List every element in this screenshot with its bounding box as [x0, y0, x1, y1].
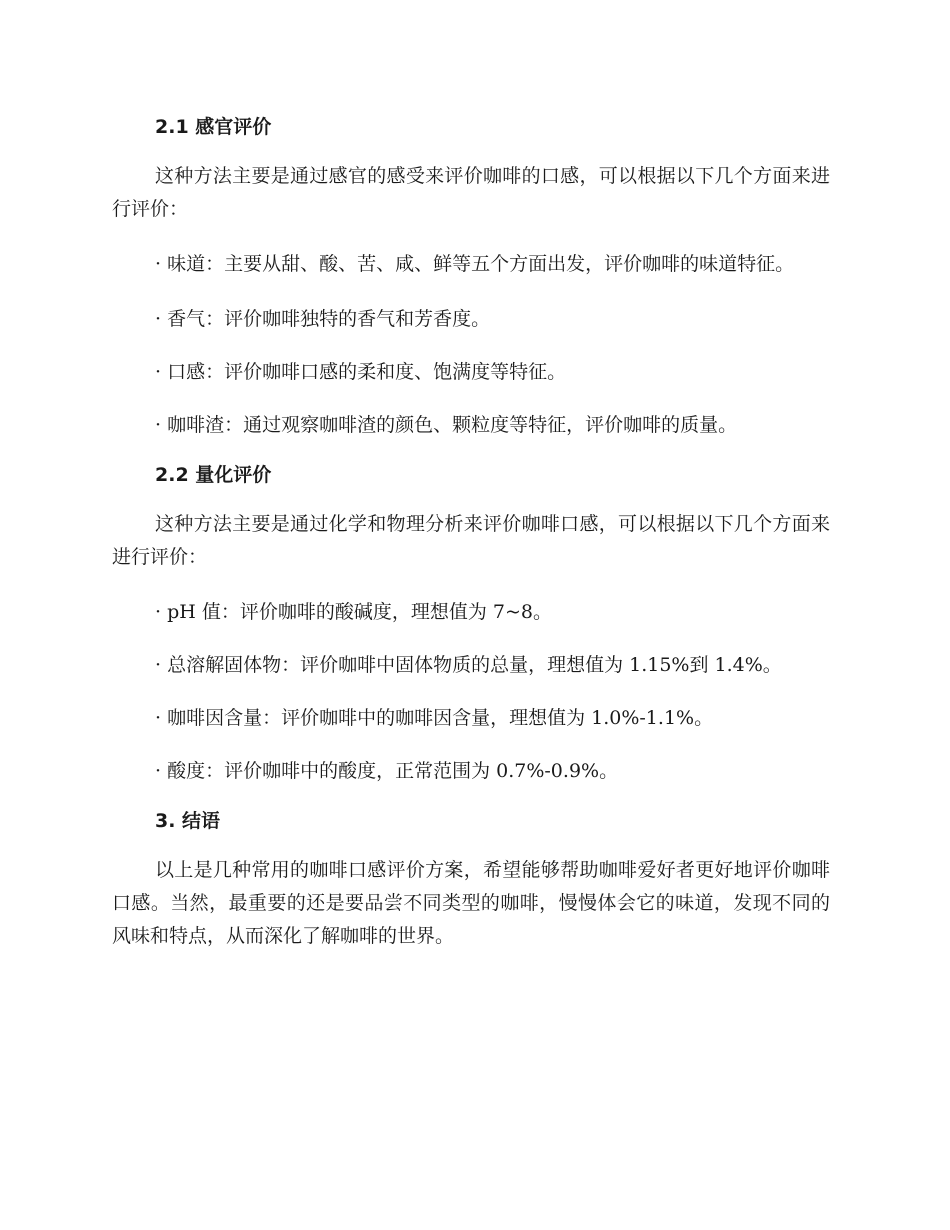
section-heading-2-1: 2.1 感官评价	[155, 116, 272, 138]
bullet-caffeine: · 咖啡因含量：评价咖啡中的咖啡因含量，理想值为 1.0%-1.1%。	[155, 707, 714, 729]
bullet-aroma: · 香气：评价咖啡独特的香气和芳香度。	[155, 308, 491, 330]
section-heading-3: 3. 结语	[155, 810, 221, 832]
bullet-grounds: · 咖啡渣：通过观察咖啡渣的颜色、颗粒度等特征，评价咖啡的质量。	[155, 414, 738, 436]
bullet-mouthfeel: · 口感：评价咖啡口感的柔和度、饱满度等特征。	[155, 361, 567, 383]
section-2-1-intro: 这种方法主要是通过感官的感受来评价咖啡的口感，可以根据以下几个方面来进行评价：	[112, 165, 830, 220]
bullet-ph: · pH 值：评价咖啡的酸碱度，理想值为 7~8。	[155, 601, 552, 623]
conclusion-paragraph: 以上是几种常用的咖啡口感评价方案，希望能够帮助咖啡爱好者更好地评价咖啡口感。当然，最重要的还是要品尝不同类型的咖啡，慢慢体会它的味道，发现不同的风味和特点，从而深化了解咖啡的世界。	[112, 859, 830, 947]
section-2-2-intro: 这种方法主要是通过化学和物理分析来评价咖啡口感，可以根据以下几个方面来进行评价：	[112, 513, 830, 568]
section-heading-2-2: 2.2 量化评价	[155, 464, 272, 486]
bullet-acidity: · 酸度：评价咖啡中的酸度，正常范围为 0.7%-0.9%。	[155, 760, 619, 782]
bullet-tds: · 总溶解固体物：评价咖啡中固体物质的总量，理想值为 1.15%到 1.4%。	[155, 654, 782, 676]
document-body	[112, 108, 830, 953]
bullet-taste: · 味道：主要从甜、酸、苦、咸、鲜等五个方面出发，评价咖啡的味道特征。	[155, 253, 795, 275]
